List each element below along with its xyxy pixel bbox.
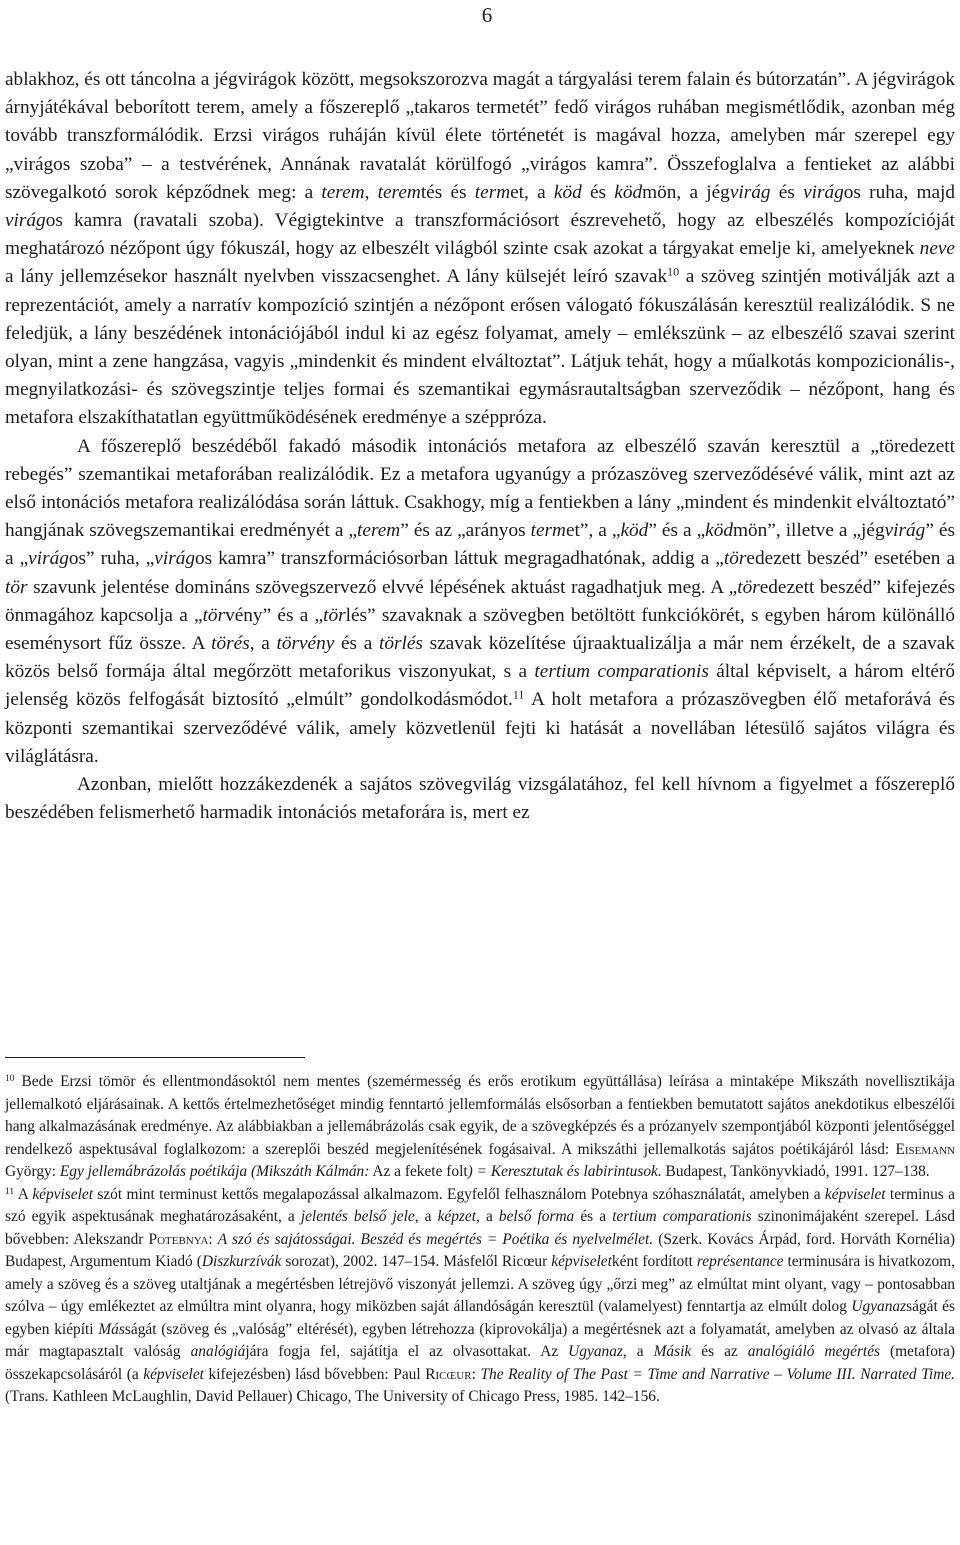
footnote-10: $^{10}$ Bede Erzsi tömör és ellentmondásoktól nem mentes (szemérmesség és erős erotikum együttállása) leírása a mintaképe Mikszáth novellisztikája jellemalkotó eljárásainak. A kettős értelmezhetőséget mindig fenntartó jellemformálás elsősorban a fentiekben bemutatott sajátos anekdotikus elbeszélői hang alkalmazásának eredménye. Az alábbiakban a jellemábrázolás csak egyik, de a szövegképzés és a prózanyelv szempontjából központi jelentőséggel rendelkező aspektusával foglalkozom: a szereplői beszéd megjelenítésének fogásaival. A mikszáthi jellemalkotás sajátos poétikájáról lásd: Eisemann György: Egy jellemábrázolás poétikája (Mikszáth Kálmán: Az a fekete folt) = Keresztutak és labirintusok. Budapest, Tankönyvkiadó, 1991. 127–138. (5, 1072, 955, 1180)
footnote-separator (5, 1057, 305, 1058)
body-paragraph: Azonban, mielőtt hozzákezdenék a sajátos szövegvilág vizsgálatához, fel kell hívnom a figyelmet a főszereplő beszédében felismerhető harmadik intonációs metaforára is, mert ez (5, 774, 955, 824)
body-text (5, 66, 955, 827)
footnotes (5, 1071, 955, 1409)
page-number: 6 (481, 3, 493, 27)
body-paragraph: A főszereplő beszédéből fakadó második intonációs metafora az elbeszélő szaván keresztül a „töredezett rebegés” szemantikai metaforában realizálódik. Ez a metafora ugyanúgy a prózaszöveg szerveződésévé válik, mint azt az első intonációs metafora realizálódása során láttuk. Csakhogy, míg a fentiekben a lány „mindent és mindenkit elváltoztató” hangjának szövegszemantikai eredményét a „terem” és az „arányos termet”, a „köd” és a „ködmön”, illetve a „jégvirág” és a „virágos” ruha, „virágos kamra” transzformációsorban láttuk megragadhatónak, addig a „töredezett beszéd” esetében a tör szavunk jelentése domináns szövegszervező elvvé lépésének aktuást ragadhatjuk meg. A „töredezett beszéd” kifejezés önmagához kapcsolja a „törvény” és a „törlés” szavaknak a szövegben betöltött funkciókörét, s egyben három különálló eseménysort fűz össze. A törés, a törvény és a törlés szavak közelítése újraaktualizálja a már nem érzékelt, de a szavak közös belső formája által megőrzött metaforikus viszonyukat, s a tertium comparationis által képviselt, a három eltérő jelenség közös felfogását biztosító „elmúlt” gondolkodásmódot.$^{11}$ A holt metafora a prózaszövegben élő metaforává és központi szemantikai szerveződévé válik, amely közvetlenül fejti ki hatását a novellában létesülő sajátos világra és világlátásra. (5, 435, 956, 767)
body-paragraph: ablakhoz, és ott táncolna a jégvirágok között, megsokszorozva magát a tárgyalási terem falain és bútorzatán”. A jégvirágok árnyjátékával beborított terem, amely a főszereplő „takaros termetét” fedő virágos ruhában megismétlődik, azonban még tovább transzformálódik. Erzsi virágos ruháján kívül élete történetét is magával hozza, amelyben már szerepel egy „virágos szoba” – a testvérének, Annának ravatalát körülfogó „virágos kamra”. Összefoglalva a fentieket az alábbi szövegalkotó sorok képződnek meg: a terem, teremtés és termet, a köd és ködmön, a jégvirág és virágos ruha, majd virágos kamra (ravatali szoba). Végigtekintve a transzformációsort észrevehető, hogy az elbeszélés kompozícióját meghatározó nézőpont úgy fókuszál, hogy az elbeszélt világból szinte csak azokat a tárgyakat emelje ki, amelyeknek neve a lány jellemzésekor használt nyelvben visszacsenghet. A lány külsejét leíró szavak$^{10}$ a szöveg szintjén motiválják azt a reprezentációt, amely a narratív kompozíció szintjén a nézőpont erősen válogató fókuszálásán keresztül realizálódik. S ne feledjük, a lány beszédének intonációjából indul ki az egész folyamat, amely – emlékszünk – az elbeszélő szavai szerint olyan, mint a zene hangzása, vagyis „mindenkit és mindent elváltoztat”. Látjuk tehát, hogy a műalkotás kompozicionális-, megnyilatkozási- és szövegszintje teljes formai és szemantikai egymásrautaltságban szerveződik – nézőpont, hang és metafora elszakíthatatlan együttműködésének eredménye a széppróza. (5, 69, 956, 429)
footnote-11: $^{11}$ A képviselet szót mint terminust kettős megalapozással alkalmazom. Egyfelől felhasználom Potebnya szóhasználatát, amelyben a képviselet terminus a szó egyik aspektusának meghatározásaként, a jelentés belső jele, a képzet, a belső forma és a tertium comparationis szinonimájaként szerepel. Lásd bővebben: Alekszandr Potebnya: A szó és sajátosságai. Beszéd és megértés = Poétika és nyelvelmélet. (Szerk. Kovács Árpád, ford. Horváth Kornélia) Budapest, Argumentum Kiadó (Diszkurzívák sorozat), 2002. 147–154. Másfelől Ricœur képviseletként fordított représentance terminusára is hivatkozom, amely a szöveg és a szöveg utaltjának a megértésben létrejövő viszonyát jellemzi. A szöveg úgy „őrzi meg” az elmúltat mint olyant, vagy – pontosabban szólva – úgy emlékeztet az elmúltra mint olyanra, hogy miközben saját állandóságán keresztül (valamelyest) fenntartja az elmúlt dolog Ugyanazságát és egyben kiépíti Másságát (szöveg és „valóság” eltérését), egyben létrehozza (kiprovokálja) a megértésnek azt a folyamatát, amelyben az olvasó az általa már magtapasztalt valóság analógiájára fogja fel, sajátítja el az olvasottakat. Az Ugyanaz, a Másik és az analógiáló megértés (metafora) összekapcsolásáról (a képviselet kifejezésben) lásd bővebben: Paul Ricœur: The Reality of The Past = Time and Narrative – Volume III. Narrated Time. (Trans. Kathleen McLaughlin, David Pellauer) Chicago, The University of Chicago Press, 1985. 142–156. (5, 1185, 956, 1405)
